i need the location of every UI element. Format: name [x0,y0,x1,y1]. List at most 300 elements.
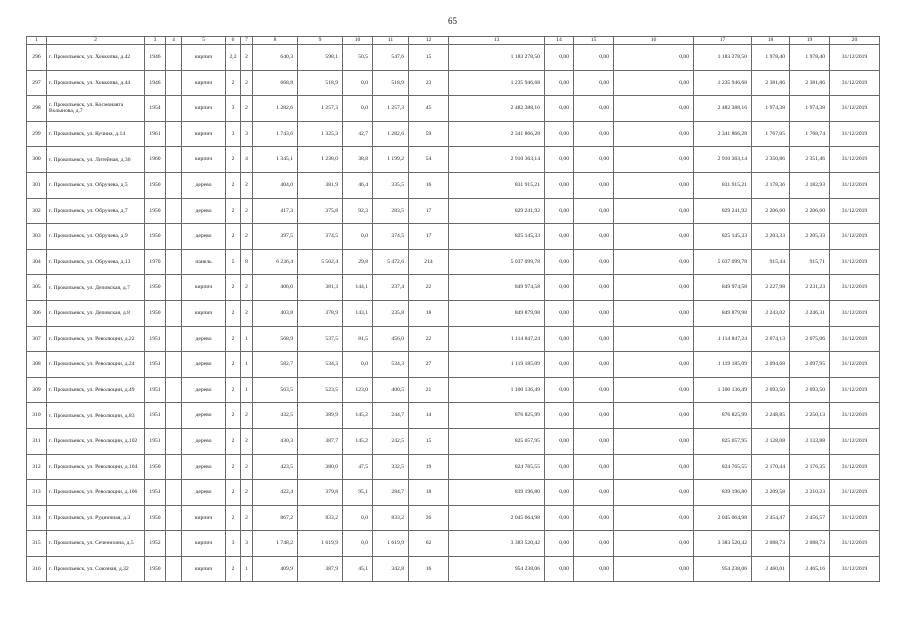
amount-cell: 0,00 [614,531,694,557]
residents-cell: 54 [409,147,449,173]
total-cost-cell: 2 341 866,28 [694,121,752,147]
amount-cell: 0,00 [614,326,694,352]
entrances-cell: 2 [241,275,253,301]
entrances-cell: 2 [241,70,253,96]
amount-cell: 0,00 [574,198,614,224]
entrances-cell: 2 [241,198,253,224]
rate-cell: 2 176,35 [790,454,830,480]
amount-cell: 0,00 [545,45,574,71]
amount-cell: 0,00 [614,300,694,326]
living-area-cell: 381,9 [298,172,343,198]
year-cell: 1950 [145,556,166,582]
column-header: 16 [614,37,694,45]
area-cell: 145,2 [343,428,373,454]
rate-cell: 2 351,46 [790,147,830,173]
amount-cell: 0,00 [614,172,694,198]
residents-cell: 26 [409,505,449,531]
area-cell: 400,5 [373,377,409,403]
address-cell: г. Прокопьевск, ул. Деповская, д.8 [47,300,145,326]
date-cell: 31/12/2019 [830,198,880,224]
column-header: 17 [694,37,752,45]
entrances-cell: 3 [241,531,253,557]
row-number: 298 [27,96,47,122]
table-row [27,556,880,582]
rate-cell: 2 465,16 [790,556,830,582]
floors-cell: 2 [226,428,241,454]
area-cell: 0,0 [343,96,373,122]
entrances-cell: 2 [241,454,253,480]
area-cell: 833,2 [373,505,409,531]
amount-cell: 0,00 [574,480,614,506]
amount-cell: 0,00 [574,326,614,352]
row-number: 306 [27,300,47,326]
area-cell: 47,5 [343,454,373,480]
residents-cell: 214 [409,249,449,275]
cost-cell: 829 241,92 [449,198,545,224]
year-cell: 1946 [145,70,166,96]
amount-cell: 0,00 [545,403,574,429]
empty-cell [166,531,182,557]
material-cell: дерево [182,454,226,480]
living-area-cell: 381,3 [298,275,343,301]
total-area-cell: 582,7 [253,352,298,378]
total-area-cell: 430,3 [253,428,298,454]
row-number: 307 [27,326,47,352]
amount-cell: 0,00 [574,121,614,147]
date-cell: 31/12/2019 [830,300,880,326]
column-header: 4 [166,37,182,45]
row-number: 309 [27,377,47,403]
amount-cell: 0,00 [614,45,694,71]
floors-cell: 2 [226,556,241,582]
row-number: 303 [27,224,47,250]
living-area-cell: 380,0 [298,454,343,480]
address-cell: г. Прокопьевск, ул. Обручева, д.13 [47,249,145,275]
empty-cell [166,505,182,531]
area-cell: 81,5 [343,326,373,352]
date-cell: 31/12/2019 [830,352,880,378]
date-cell: 31/12/2019 [830,147,880,173]
residents-cell: 19 [409,454,449,480]
material-cell: кирпич [182,275,226,301]
rate-cell: 2 206,60 [790,198,830,224]
rate-cell: 2 209,58 [752,480,790,506]
amount-cell: 0,00 [574,45,614,71]
address-cell: г. Прокопьевск, ул. Революции, д.22 [47,326,145,352]
address-cell: г. Прокопьевск, ул. Хоккопва, д.44 [47,70,145,96]
address-cell: г. Прокопьевск, ул. Революции, д.104 [47,454,145,480]
amount-cell: 0,00 [574,428,614,454]
address-cell: г. Прокопьевск, ул. Обручева, д.9 [47,224,145,250]
material-cell: дерево [182,377,226,403]
residents-cell: 22 [409,326,449,352]
amount-cell: 0,00 [614,275,694,301]
material-cell: кирпич [182,556,226,582]
living-area-cell: 534,3 [298,352,343,378]
total-cost-cell: 849 974,58 [694,275,752,301]
address-cell: г. Прокопьевск, ул. Хоккопва, д.42 [47,45,145,71]
residents-cell: 15 [409,45,449,71]
row-number: 299 [27,121,47,147]
material-cell: панель [182,249,226,275]
date-cell: 31/12/2019 [830,480,880,506]
table-row [27,531,880,557]
amount-cell: 0,00 [574,505,614,531]
rate-cell: 2 250,13 [790,403,830,429]
year-cell: 1970 [145,249,166,275]
row-number: 305 [27,275,47,301]
address-cell: г. Прокопьевск, ул. Революции, д.102 [47,428,145,454]
area-cell: 95,1 [343,480,373,506]
year-cell: 1950 [145,300,166,326]
area-cell: 92,3 [343,198,373,224]
material-cell: дерево [182,480,226,506]
area-cell: 145,2 [343,403,373,429]
rate-cell: 2 456,57 [790,505,830,531]
living-area-cell: 375,8 [298,198,343,224]
living-area-cell: 523,5 [298,377,343,403]
row-number: 311 [27,428,47,454]
area-cell: 1 199,2 [373,147,409,173]
row-number: 308 [27,352,47,378]
total-cost-cell: 1 235 946,68 [694,70,752,96]
living-area-cell: 5 502,4 [298,249,343,275]
address-cell: г. Прокопьевск, ул. Обручева, д.5 [47,172,145,198]
area-cell: 335,5 [373,172,409,198]
total-area-cell: 6 236,4 [253,249,298,275]
floors-cell: 2 [226,403,241,429]
year-cell: 1950 [145,505,166,531]
total-cost-cell: 1 183 278,50 [694,45,752,71]
area-cell: 518,9 [373,70,409,96]
amount-cell: 0,00 [614,454,694,480]
rate-cell: 1 974,38 [790,96,830,122]
amount-cell: 0,00 [545,147,574,173]
floors-cell: 2,2 [226,45,241,71]
living-area-cell: 389,9 [298,403,343,429]
residents-cell: 16 [409,172,449,198]
date-cell: 31/12/2019 [830,556,880,582]
material-cell: кирпич [182,70,226,96]
amount-cell: 0,00 [545,198,574,224]
rate-cell: 2 170,44 [752,454,790,480]
cost-cell: 1 235 946,68 [449,70,545,96]
amount-cell: 0,00 [545,70,574,96]
table-row [27,275,880,301]
column-number-row [27,37,880,45]
empty-cell [166,352,182,378]
entrances-cell: 2 [241,505,253,531]
table-row [27,377,880,403]
amount-cell: 0,00 [545,480,574,506]
rate-cell: 2 203,33 [752,224,790,250]
living-area-cell: 378,9 [298,300,343,326]
total-cost-cell: 824 765,55 [694,454,752,480]
living-area-cell: 374,5 [298,224,343,250]
amount-cell: 0,00 [545,377,574,403]
row-number: 300 [27,147,47,173]
page-number: 65 [448,16,457,26]
empty-cell [166,121,182,147]
rate-cell: 2 093,50 [790,377,830,403]
material-cell: кирпич [182,96,226,122]
total-area-cell: 640,3 [253,45,298,71]
total-area-cell: 397,5 [253,224,298,250]
floors-cell: 2 [226,147,241,173]
date-cell: 31/12/2019 [830,70,880,96]
area-cell: 342,8 [373,556,409,582]
living-area-cell: 1 325,3 [298,121,343,147]
table-body [27,45,880,582]
floors-cell: 2 [226,326,241,352]
area-cell: 38,8 [343,147,373,173]
area-cell: 374,5 [373,224,409,250]
area-cell: 332,5 [373,454,409,480]
table-row [27,428,880,454]
cost-cell: 2 341 866,28 [449,121,545,147]
year-cell: 1950 [145,172,166,198]
total-area-cell: 422,4 [253,480,298,506]
column-header: 5 [182,37,226,45]
amount-cell: 0,00 [614,249,694,275]
residents-cell: 62 [409,531,449,557]
area-cell: 235,8 [373,300,409,326]
floors-cell: 2 [226,377,241,403]
total-area-cell: 668,8 [253,70,298,96]
area-cell: 42,7 [343,121,373,147]
area-cell: 547,6 [373,45,409,71]
amount-cell: 0,00 [545,275,574,301]
empty-cell [166,249,182,275]
floors-cell: 2 [226,480,241,506]
amount-cell: 0,00 [545,224,574,250]
amount-cell: 0,00 [545,531,574,557]
material-cell: кирпич [182,147,226,173]
floors-cell: 3 [226,531,241,557]
total-cost-cell: 829 241,92 [694,198,752,224]
table-row [27,403,880,429]
area-cell: 0,0 [343,224,373,250]
rate-cell: 2 243,02 [752,300,790,326]
year-cell: 1946 [145,45,166,71]
area-cell: 123,0 [343,377,373,403]
floors-cell: 2 [226,224,241,250]
material-cell: дерево [182,172,226,198]
amount-cell: 0,00 [545,352,574,378]
cost-cell: 2 482 388,16 [449,96,545,122]
table-row [27,326,880,352]
date-cell: 31/12/2019 [830,403,880,429]
living-area-cell: 1 238,0 [298,147,343,173]
area-cell: 45,1 [343,556,373,582]
living-area-cell: 833,2 [298,505,343,531]
area-cell: 50,5 [343,45,373,71]
area-cell: 1 257,3 [373,96,409,122]
area-cell: 0,0 [343,352,373,378]
empty-cell [166,70,182,96]
cost-cell: 825 145,33 [449,224,545,250]
rate-cell: 2 350,86 [752,147,790,173]
residents-cell: 17 [409,198,449,224]
total-cost-cell: 876 825,99 [694,403,752,429]
living-area-cell: 387,9 [298,556,343,582]
entrances-cell: 1 [241,326,253,352]
area-cell: 0,0 [343,505,373,531]
address-cell: г. Прокопьевск, ул. Союзная, д.32 [47,556,145,582]
cost-cell: 1 183 278,50 [449,45,545,71]
rate-cell: 1 974,38 [752,96,790,122]
rate-cell: 2 074,13 [752,326,790,352]
cost-cell: 1 100 136,49 [449,377,545,403]
column-header: 14 [545,37,574,45]
amount-cell: 0,00 [614,403,694,429]
column-header: 7 [241,37,253,45]
cost-cell: 849 879,98 [449,300,545,326]
cost-cell: 849 974,58 [449,275,545,301]
entrances-cell: 2 [241,300,253,326]
empty-cell [166,198,182,224]
amount-cell: 0,00 [574,224,614,250]
total-area-cell: 568,9 [253,326,298,352]
year-cell: 1950 [145,224,166,250]
year-cell: 1951 [145,480,166,506]
table-row [27,454,880,480]
rate-cell: 2 227,98 [752,275,790,301]
column-header: 13 [449,37,545,45]
table-row [27,96,880,122]
row-number: 301 [27,172,47,198]
amount-cell: 0,00 [574,377,614,403]
cost-cell: 825 057,95 [449,428,545,454]
amount-cell: 0,00 [574,70,614,96]
column-header: 9 [298,37,343,45]
rate-cell: 1 768,74 [790,121,830,147]
amount-cell: 0,00 [545,326,574,352]
material-cell: дерево [182,224,226,250]
entrances-cell: 2 [241,172,253,198]
area-cell: 5 472,6 [373,249,409,275]
rate-cell: 2 182,93 [790,172,830,198]
total-area-cell: 409,9 [253,556,298,582]
total-cost-cell: 825 145,33 [694,224,752,250]
empty-cell [166,454,182,480]
table-row [27,147,880,173]
year-cell: 1952 [145,531,166,557]
area-cell: 244,7 [373,403,409,429]
entrances-cell: 1 [241,556,253,582]
row-number: 304 [27,249,47,275]
table-row [27,45,880,71]
total-cost-cell: 831 915,21 [694,172,752,198]
living-area-cell: 387,7 [298,428,343,454]
total-cost-cell: 2 482 388,16 [694,96,752,122]
table-row [27,352,880,378]
amount-cell: 0,00 [614,505,694,531]
rate-cell: 915,71 [790,249,830,275]
cost-cell: 2 910 363,14 [449,147,545,173]
floors-cell: 3 [226,121,241,147]
entrances-cell: 1 [241,352,253,378]
empty-cell [166,300,182,326]
row-number: 312 [27,454,47,480]
total-area-cell: 1 743,6 [253,121,298,147]
year-cell: 1951 [145,428,166,454]
total-area-cell: 423,5 [253,454,298,480]
material-cell: дерево [182,403,226,429]
amount-cell: 0,00 [545,428,574,454]
address-cell: г. Прокопьевск, ул. Сеченихина, д.5 [47,531,145,557]
area-cell: 29,8 [343,249,373,275]
amount-cell: 0,00 [574,531,614,557]
year-cell: 1951 [145,326,166,352]
amount-cell: 0,00 [545,121,574,147]
rate-cell: 1 978,40 [790,45,830,71]
material-cell: кирпич [182,531,226,557]
cost-cell: 831 915,21 [449,172,545,198]
floors-cell: 2 [226,352,241,378]
date-cell: 31/12/2019 [830,275,880,301]
floors-cell: 3 [226,96,241,122]
total-area-cell: 1 345,1 [253,147,298,173]
amount-cell: 0,00 [614,147,694,173]
empty-cell [166,480,182,506]
entrances-cell: 1 [241,377,253,403]
entrances-cell: 2 [241,403,253,429]
amount-cell: 0,00 [545,96,574,122]
column-header: 11 [373,37,409,45]
residents-cell: 15 [409,428,449,454]
residents-cell: 21 [409,377,449,403]
column-header: 1 [27,37,47,45]
table-row [27,198,880,224]
amount-cell: 0,00 [574,96,614,122]
cost-cell: 839 196,80 [449,480,545,506]
amount-cell: 0,00 [574,147,614,173]
entrances-cell: 2 [241,428,253,454]
address-cell: г. Прокопьевск, ул. Литейная, д.30 [47,147,145,173]
address-cell: г. Прокопьевск, ул. Космонавта Волынова, д.7 [47,96,145,122]
area-cell: 283,5 [373,198,409,224]
amount-cell: 0,00 [614,198,694,224]
column-header: 12 [409,37,449,45]
amount-cell: 0,00 [614,224,694,250]
date-cell: 31/12/2019 [830,377,880,403]
material-cell: дерево [182,326,226,352]
rate-cell: 2 246,31 [790,300,830,326]
column-header: 6 [226,37,241,45]
entrances-cell: 2 [241,480,253,506]
living-area-cell: 598,1 [298,45,343,71]
amount-cell: 0,00 [614,428,694,454]
residents-cell: 27 [409,352,449,378]
address-cell: г. Прокопьевск, ул. Обручева, д.7 [47,198,145,224]
floors-cell: 2 [226,198,241,224]
column-header: 10 [343,37,373,45]
total-area-cell: 406,0 [253,275,298,301]
area-cell: 284,7 [373,480,409,506]
total-cost-cell: 3 383 520,42 [694,531,752,557]
residents-cell: 18 [409,480,449,506]
total-area-cell: 867,2 [253,505,298,531]
area-cell: 0,0 [343,531,373,557]
date-cell: 31/12/2019 [830,224,880,250]
date-cell: 31/12/2019 [830,454,880,480]
rate-cell: 1 978,40 [752,45,790,71]
rate-cell: 915,44 [752,249,790,275]
empty-cell [166,403,182,429]
column-header: 20 [830,37,880,45]
rate-cell: 2 088,73 [790,531,830,557]
